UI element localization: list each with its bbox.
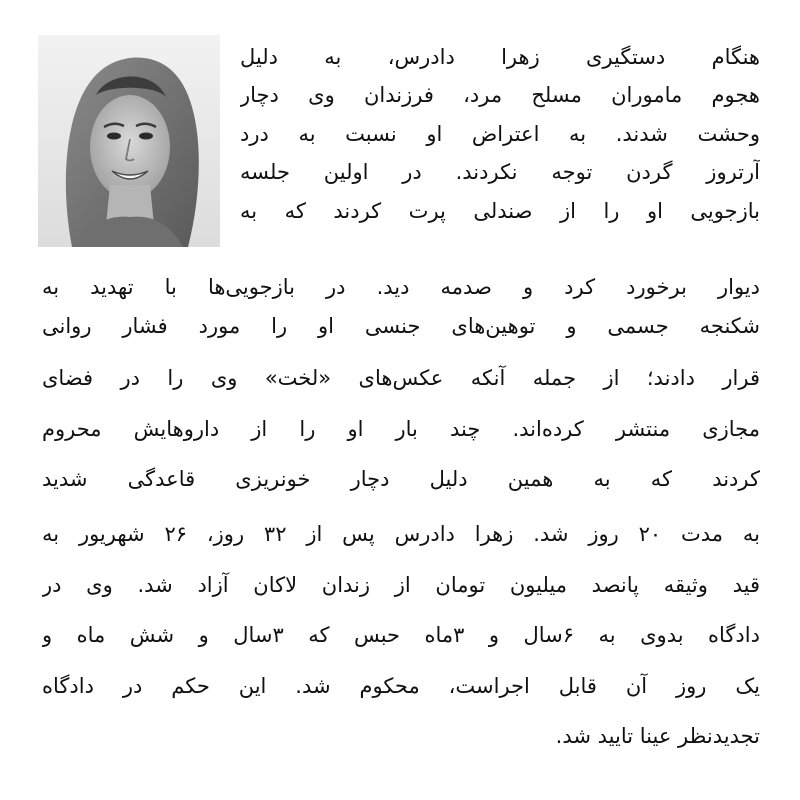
text-line-7: شکنجه جسمی و توهین‌های جنسی او را مورد فشار روانی xyxy=(42,314,760,338)
text-line-11: به مدت ۲۰ روز شد. زهرا دادرس پس از ۳۲ روز، ۲۶ شهریور به xyxy=(42,522,760,546)
text-line-10: کردند که به همین دلیل دچار خونریزی قاعدگی شدید xyxy=(42,467,760,491)
text-line-6: دیوار برخورد کرد و صدمه دید. در بازجویی‌ها با تهدید به xyxy=(42,275,760,299)
text-line-3: وحشت شدند. به اعتراض او نسبت به درد xyxy=(240,122,760,146)
text-line-1: هنگام دستگیری زهرا دادرس، به دلیل xyxy=(240,45,760,69)
text-line-5: بازجویی او را از صندلی پرت کردند که به xyxy=(240,199,760,223)
text-line-12: قید وثیقه پانصد میلیون تومان از زندان لاکان آزاد شد. وی در xyxy=(42,573,760,597)
text-line-9: مجازی منتشر کرده‌اند. چند بار او را از داروهایش محروم xyxy=(42,417,760,441)
text-line-8: قرار دادند؛ از جمله آنکه عکس‌های «لخت» وی را در فضای xyxy=(42,366,760,390)
text-line-13: دادگاه بدوی به ۶سال و ۳ماه حبس که ۳سال و شش ماه و xyxy=(42,623,760,647)
portrait-photo xyxy=(38,35,220,247)
text-line-14: یک روز آن قابل اجراست، محکوم شد. این حکم در دادگاه xyxy=(42,674,760,698)
text-line-2: هجوم ماموران مسلح مرد، فرزندان وی دچار xyxy=(240,83,760,107)
text-line-4: آرتروز گردن توجه نکردند. در اولین جلسه xyxy=(240,160,760,184)
text-line-15: تجدیدنظر عینا تایید شد. xyxy=(555,724,760,748)
woman-portrait-icon xyxy=(38,35,220,247)
